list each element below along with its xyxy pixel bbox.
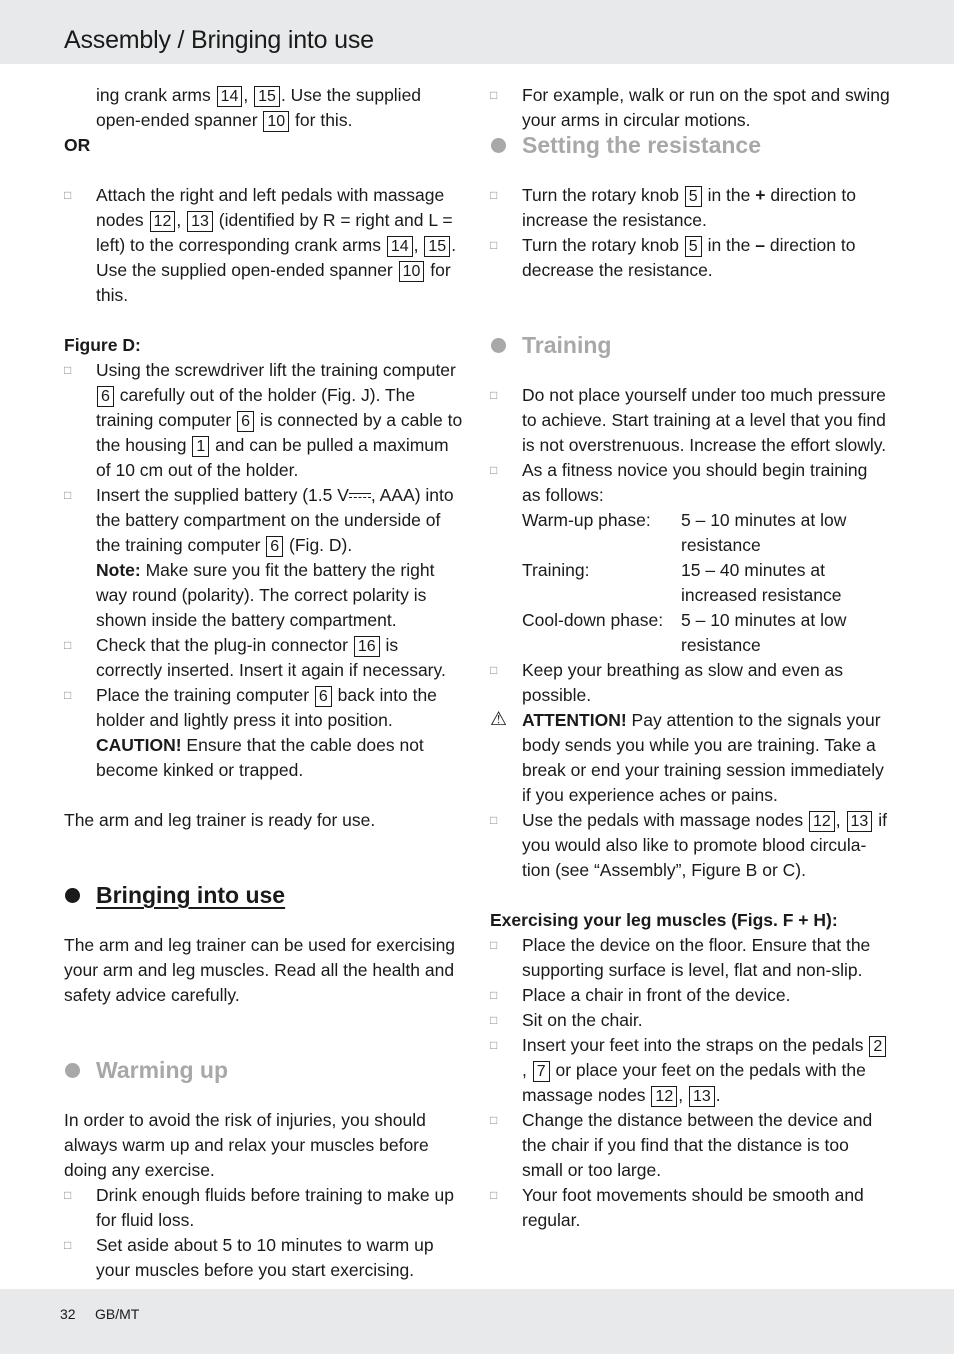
crank-arms-text: ing crank arms 14 , 15 . Use the supplied open-ended spanner 10 for this. — [96, 85, 422, 130]
list-item-sit: □ Sit on the chair. — [490, 1008, 890, 1033]
list-item-massage-nodes: □ Use the pedals with massage nodes 12 , 13 if you would also like to promote blood circula-tion (see “Assembly”, Figure B or C). — [490, 808, 890, 883]
heading-dot-icon — [491, 338, 506, 353]
heading-dot-icon — [65, 1063, 80, 1078]
ref-15: 15 — [254, 86, 280, 107]
heading-dot-icon — [65, 888, 80, 903]
square-bullet-icon — [64, 1233, 74, 1258]
training-phases — [490, 508, 890, 658]
bringing-text: The arm and leg trainer can be used for exercising your arm and leg muscles. Read all the health and safety advice carefully. — [64, 935, 456, 1005]
square-bullet-icon — [490, 983, 500, 1008]
ready-text: The arm and leg trainer is ready for use. — [64, 810, 376, 830]
language-code: GB/MT — [95, 1306, 140, 1322]
square-bullet-icon — [490, 933, 500, 958]
list-item-plug: □ Check that the plug-in connector 16 is correctly inserted. Insert it again if necessary. — [64, 633, 466, 683]
section-heading-bringing-into-use: Bringing into use — [64, 883, 466, 908]
list-item-novice: □ As a fitness novice you should begin training as follows: — [490, 458, 890, 508]
left-column — [64, 83, 466, 1283]
square-bullet-icon — [64, 483, 74, 508]
phase-row: Warm-up phase: 5 – 10 minutes at low resistance — [522, 510, 847, 555]
figure-d-heading: Figure D: — [64, 335, 141, 355]
square-bullet-icon — [64, 683, 74, 708]
square-bullet-icon — [490, 1033, 500, 1058]
warming-text: In order to avoid the risk of injuries, you should always warm up and relax your muscles before doing any exercise. — [64, 1110, 429, 1180]
ref-10: 10 — [263, 111, 289, 132]
list-item-example: □ For example, walk or run on the spot and swing your arms in circular motions. — [490, 83, 890, 133]
caution-label: CAUTION! — [96, 735, 182, 755]
list-item-distance: □ Change the distance between the device and the chair if you find that the distance is too small or too large. — [490, 1108, 890, 1183]
page-footer — [0, 1289, 954, 1354]
list-item-feet: □ Insert your feet into the straps on the pedals 2, 7 or place your feet on the pedals with the massage nodes 12 , 13 . — [490, 1033, 890, 1108]
list-item-warmup-time: □ Set aside about 5 to 10 minutes to warm up your muscles before you start exercising. — [64, 1233, 466, 1283]
list-item-lift-computer: □ Using the screwdriver lift the training computer 6 carefully out of the holder (Fig. J). The training computer 6 is connected by a cable to the housing 1 and can be pulled a maximum of 10 cm out of the holder. — [64, 358, 466, 483]
page-header — [0, 0, 954, 64]
warning-triangle-icon: ⚠ — [490, 709, 508, 730]
list-item-increase-resistance: □ Turn the rotary knob 5 in the + direction to increase the resistance. — [490, 183, 890, 233]
square-bullet-icon — [490, 458, 500, 483]
square-bullet-icon — [490, 233, 500, 258]
list-item-breathing: □ Keep your breathing as slow and even as possible. — [490, 658, 890, 708]
list-item-pedals: □ Attach the right and left pedals with massage nodes 12 , 13 (identified by R = right and L = left) to the corresponding crank arms 14 , 15 . Use the supplied open-ended spanner 10 for this. — [64, 183, 466, 308]
list-item-chair: □ Place a chair in front of the device. — [490, 983, 890, 1008]
right-column — [490, 83, 890, 1233]
heading-dot-icon — [491, 138, 506, 153]
square-bullet-icon — [64, 1183, 74, 1208]
list-item-smooth: □ Your foot movements should be smooth and regular. — [490, 1183, 890, 1233]
section-heading-setting-resistance: Setting the resistance — [490, 133, 890, 158]
or-label: OR — [64, 135, 91, 155]
dc-symbol-icon — [349, 491, 371, 501]
leg-muscles-heading: Exercising your leg muscles (Figs. F + H): — [490, 910, 838, 930]
section-heading-warming-up: Warming up — [64, 1058, 466, 1083]
section-heading-training: Training — [490, 333, 890, 358]
list-item-drink: □ Drink enough fluids before training to make up for fluid loss. — [64, 1183, 466, 1233]
ref-14: 14 — [217, 86, 243, 107]
square-bullet-icon — [490, 1108, 500, 1133]
square-bullet-icon — [490, 383, 500, 408]
page-title: Assembly / Bringing into use — [64, 26, 374, 54]
list-item-decrease-resistance: □ Turn the rotary knob 5 in the – direction to decrease the resistance. — [490, 233, 890, 283]
square-bullet-icon — [64, 183, 74, 208]
attention-item: ⚠ ATTENTION! Pay attention to the signals your body sends you while you are training. Take a break or end your training session immediately if you experience aches or pains. — [490, 709, 884, 805]
phase-row: Training: 15 – 40 minutes at increased resistance — [522, 560, 842, 605]
list-item-battery: □ Insert the supplied battery (1.5 V , AAA) into the battery compartment on the underside of the training computer 6 (Fig. D). Note: Make sure you fit the battery the right way round (polarity). The correct polarity is shown inside the battery compartment. — [64, 483, 466, 633]
note-label: Note: — [96, 560, 141, 580]
attention-label: ATTENTION! — [522, 710, 627, 730]
square-bullet-icon — [490, 808, 500, 833]
square-bullet-icon — [490, 658, 500, 683]
square-bullet-icon — [490, 83, 500, 108]
square-bullet-icon — [64, 633, 74, 658]
square-bullet-icon — [490, 183, 500, 208]
square-bullet-icon — [490, 1008, 500, 1033]
list-item-place-computer: □ Place the training computer 6 back into the holder and lightly press it into position. CAUTION! Ensure that the cable does not become kinked or trapped. — [64, 683, 466, 783]
list-item-pressure: □ Do not place yourself under too much pressure to achieve. Start training at a level that you find is not overstrenuous. Increase the effort slowly. — [490, 383, 890, 458]
square-bullet-icon — [490, 1183, 500, 1208]
square-bullet-icon — [64, 358, 74, 383]
page-number: 32 — [60, 1306, 76, 1322]
list-item-floor: □ Place the device on the floor. Ensure that the supporting surface is level, flat and non-slip. — [490, 933, 890, 983]
phase-row: Cool-down phase: 5 – 10 minutes at low resistance — [522, 610, 847, 655]
